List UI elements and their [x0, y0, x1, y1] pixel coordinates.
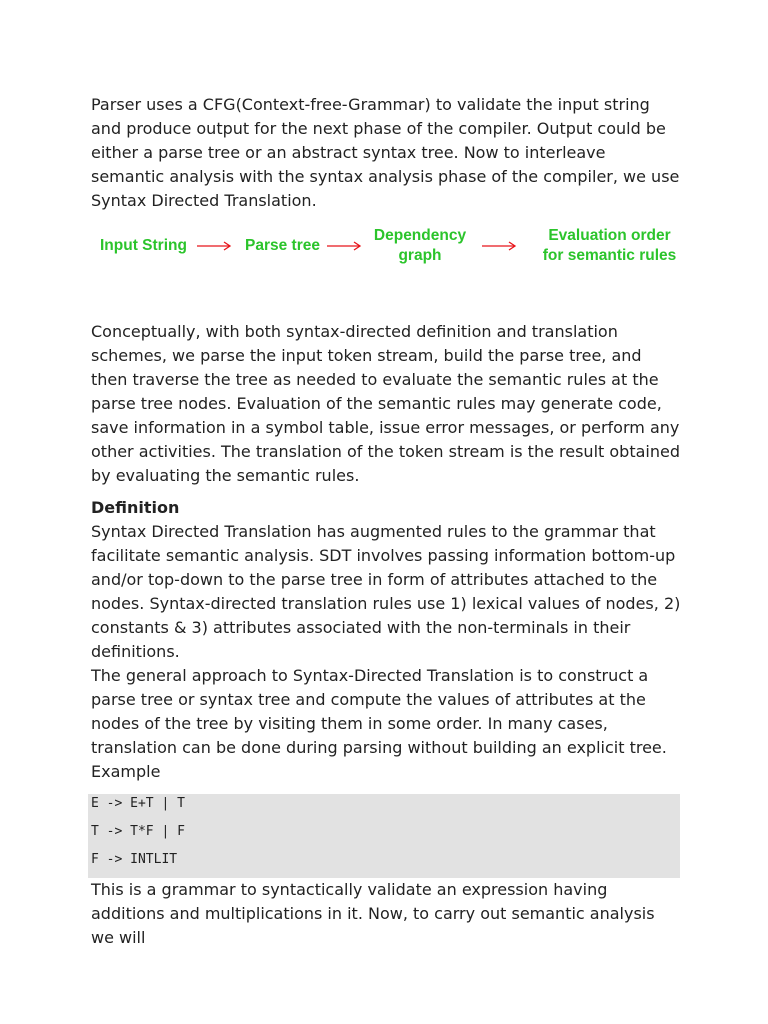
code-line-1: E -> E+T | T [91, 796, 185, 811]
grammar-code-block [88, 794, 680, 878]
code-line-2: T -> T*F | F [91, 824, 185, 839]
example-label: Example [91, 762, 161, 781]
definition-heading: Definition [91, 498, 180, 517]
flow-step-input-string: Input String [100, 237, 187, 254]
flow-step-evaluation-line2: for semantic rules [542, 247, 677, 264]
flow-arrow-1-icon [197, 240, 233, 252]
flow-step-evaluation-order [537, 226, 682, 266]
approach-paragraph: The general approach to Syntax-Directed Translation is to construct a parse tree or syntax tree and compute the values of attributes at the nodes of the tree by visiting them in some order. In many cases, translation can be done during parsing without building an explicit tree. [91, 666, 667, 757]
flow-step-evaluation-line1: Evaluation order [548, 227, 671, 244]
intro-paragraph: Parser uses a CFG(Context-free-Grammar) to validate the input string and produce output for the next phase of the compiler. Output could be either a parse tree or an abstract syntax tree. Now to interleave semantic analysis with the syntax analysis phase of the compiler, we use Syntax Directed Translation. [91, 95, 680, 210]
flow-step-dependency-line1: Dependency [373, 227, 467, 244]
conceptual-paragraph: Conceptually, with both syntax-directed definition and translation schemes, we parse the input token stream, build the parse tree, and then traverse the tree as needed to evaluate the semantic rules at the parse tree nodes. Evaluation of the semantic rules may generate code, save information in a symbol table, issue error messages, or perform any other activities. The translation of the token stream is the result obtained by evaluating the semantic rules. [91, 322, 680, 485]
flow-step-parse-tree: Parse tree [245, 237, 320, 254]
flow-arrow-2-icon [327, 240, 363, 252]
code-line-3: F -> INTLIT [91, 852, 178, 867]
after-code-paragraph: This is a grammar to syntactically validate an expression having additions and multiplications in it. Now, to carry out semantic analysis we will [91, 880, 655, 947]
flow-step-dependency-line2: graph [398, 247, 442, 264]
flow-arrow-3-icon [482, 240, 518, 252]
translation-flow-diagram [91, 226, 681, 290]
flow-step-dependency-graph [371, 226, 469, 266]
document-content [91, 93, 681, 950]
definition-paragraph: Syntax Directed Translation has augmented rules to the grammar that facilitate semantic analysis. SDT involves passing information bottom-up and/or top-down to the parse tree in form of attributes attached to the nodes. Syntax-directed translation rules use 1) lexical values of nodes, 2) constants & 3) attributes associated with the non-terminals in their definitions. [91, 522, 681, 661]
